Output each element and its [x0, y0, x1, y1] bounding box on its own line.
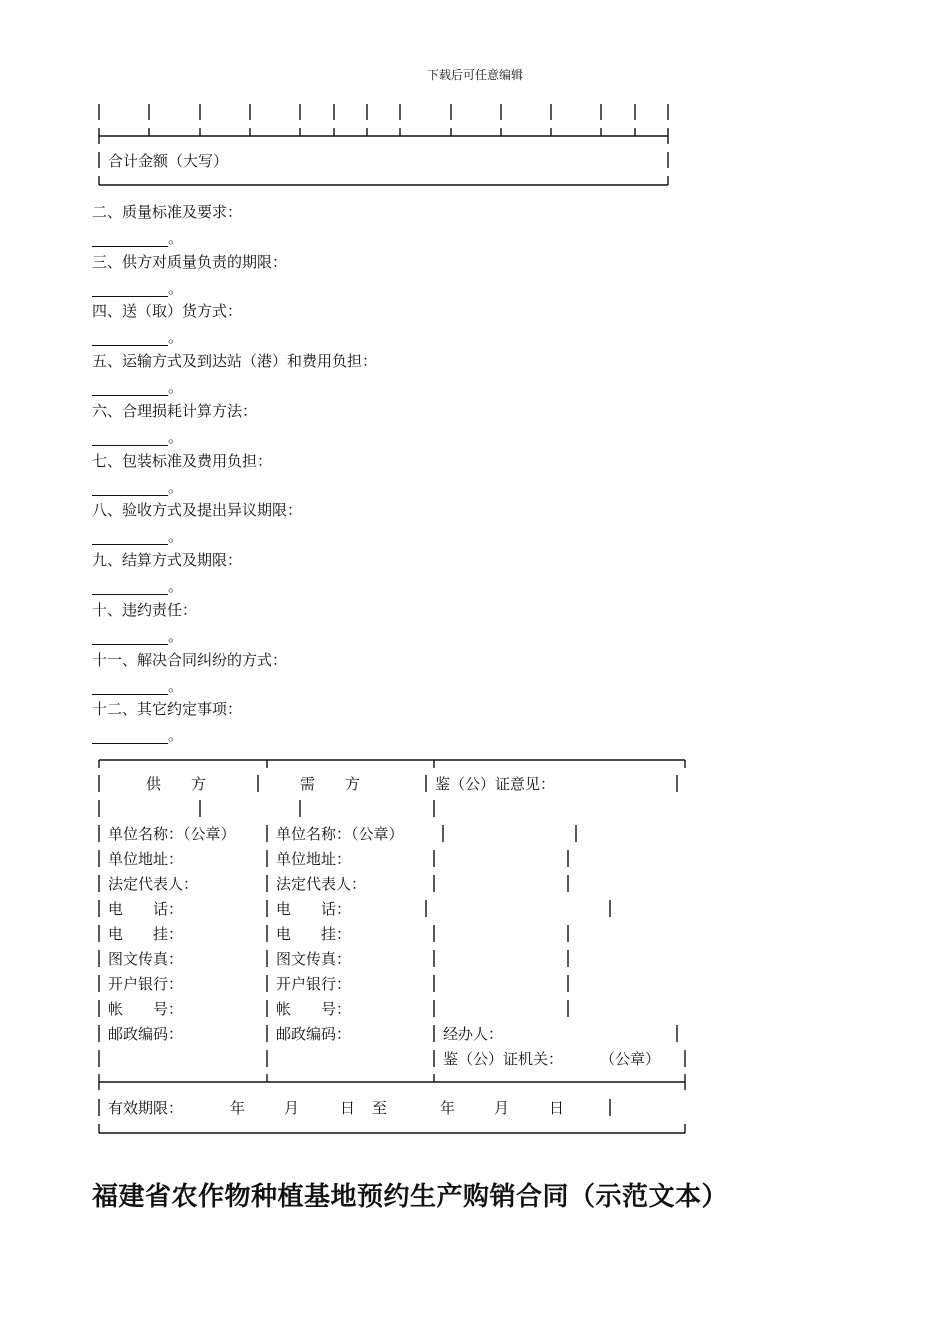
clause-blank[interactable]: 。	[92, 378, 183, 396]
clause-blank[interactable]: 。	[92, 527, 183, 545]
clause-blank[interactable]: 。	[92, 478, 183, 496]
document-title: 福建省农作物种植基地预约生产购销合同（示范文本）	[92, 1182, 729, 1212]
buyer-field: 图文传真：	[276, 950, 352, 968]
supplier-field: 单位名称：（公章）	[108, 825, 236, 843]
clause-label: 十二、其它约定事项：	[92, 700, 243, 718]
validity-year-start: 年	[230, 1099, 246, 1117]
supplier-field: 法定代表人：	[108, 875, 199, 893]
supplier-field: 帐 号：	[108, 1000, 184, 1018]
clause-label: 十一、解决合同纠纷的方式：	[92, 651, 288, 669]
supplier-field: 邮政编码：	[108, 1025, 184, 1043]
buyer-field: 帐 号：	[276, 1000, 352, 1018]
validity-year-end: 年	[440, 1099, 456, 1117]
buyer-header: 需 方	[300, 775, 361, 793]
clause-blank[interactable]: 。	[92, 577, 183, 595]
clause-label: 六、合理损耗计算方法：	[92, 402, 258, 420]
supplier-field: 电 话：	[108, 900, 184, 918]
supplier-field: 图文传真：	[108, 950, 184, 968]
clause-blank[interactable]: 。	[92, 279, 183, 297]
buyer-field: 电 话：	[276, 900, 352, 918]
clause-blank[interactable]: 。	[92, 229, 183, 247]
validity-day-start: 日	[340, 1099, 356, 1117]
total-amount-label: 合计金额（大写）	[108, 152, 229, 170]
clause-blank[interactable]: 。	[92, 627, 183, 645]
supplier-field: 单位地址：	[108, 850, 184, 868]
supplier-header: 供 方	[146, 775, 207, 793]
clause-label: 十、违约责任：	[92, 601, 198, 619]
clause-label: 七、包装标准及费用负担：	[92, 452, 273, 470]
clause-blank[interactable]: 。	[92, 677, 183, 695]
notary-seal: （公章）	[600, 1050, 661, 1068]
clause-blank[interactable]: 。	[92, 428, 183, 446]
header-note: 下载后可任意编辑	[426, 68, 523, 82]
notary-agency-label: 鉴（公）证机关：	[443, 1050, 564, 1068]
clause-blank[interactable]: 。	[92, 328, 183, 346]
supplier-field: 开户银行：	[108, 975, 184, 993]
clause-blank[interactable]: 。	[92, 726, 183, 744]
buyer-field: 开户银行：	[276, 975, 352, 993]
buyer-field: 单位名称：（公章）	[276, 825, 404, 843]
handler-label: 经办人：	[443, 1025, 504, 1043]
clause-label: 三、供方对质量负责的期限：	[92, 253, 288, 271]
buyer-field: 法定代表人：	[276, 875, 367, 893]
clause-label: 九、结算方式及期限：	[92, 551, 243, 569]
clause-label: 四、送（取）货方式：	[92, 302, 243, 320]
buyer-field: 单位地址：	[276, 850, 352, 868]
validity-day-end: 日	[549, 1099, 565, 1117]
buyer-field: 邮政编码：	[276, 1025, 352, 1043]
supplier-field: 电 挂：	[108, 925, 184, 943]
clause-label: 八、验收方式及提出异议期限：	[92, 501, 303, 519]
notary-header: 鉴（公）证意见：	[435, 775, 556, 793]
validity-label: 有效期限：	[108, 1099, 184, 1117]
validity-month-end: 月	[494, 1099, 510, 1117]
validity-to: 至	[372, 1099, 388, 1117]
clause-label: 二、质量标准及要求：	[92, 203, 243, 221]
validity-month-start: 月	[284, 1099, 300, 1117]
buyer-field: 电 挂：	[276, 925, 352, 943]
clause-label: 五、运输方式及到达站（港）和费用负担：	[92, 352, 378, 370]
